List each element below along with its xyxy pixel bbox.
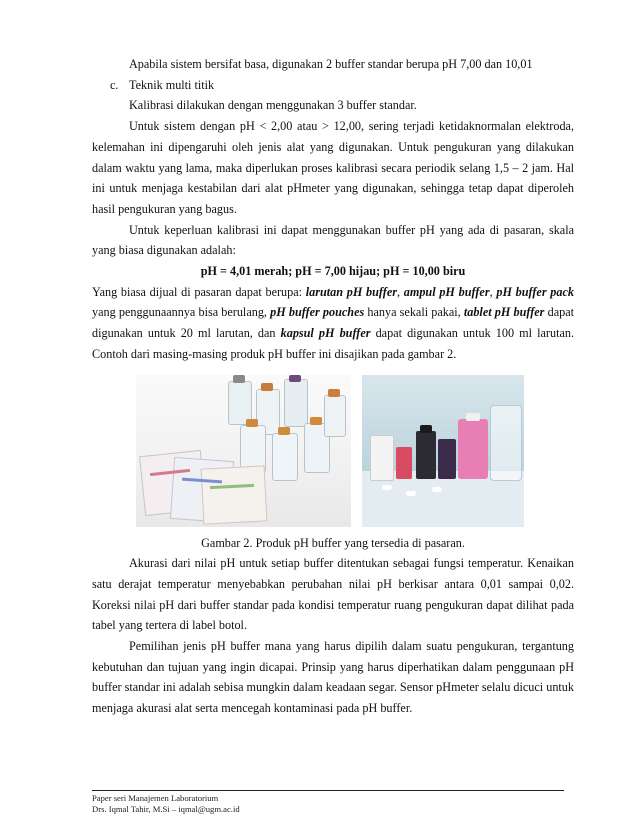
- product-ampul: ampul pH buffer: [403, 284, 490, 299]
- text-run: dapat digunakan untuk 100 ml larutan. Contoh dari masing-masing produk pH buffer ini disajikan pada gambar 2.: [92, 326, 575, 361]
- list-marker: c.: [110, 77, 119, 92]
- paragraph-sistem-ph: Untuk sistem dengan pH < 2,00 atau > 12,00, sering terjadi ketidaknormalan elektroda, kelemahan ini dipengaruhi oleh jenis alat yang digunakan. Untuk pengukuran yang dilakukan dalam waktu yang lama, maka diperlukan proses kalibrasi secara periodik selang 1,5 – 2 jam. Hal ini untuk menjaga kestabilan dari alat pHmeter yang digunakan, sehingga tetap dapat diperoleh hasil pengukuran yang bagus.: [92, 119, 574, 216]
- figure-caption: Gambar 2. Produk pH buffer yang tersedia di pasaran.: [201, 535, 465, 550]
- paragraph-products: [92, 282, 574, 365]
- photo-buffer-bottles-pouches: [136, 375, 351, 527]
- footer-author: Drs. Iqmal Tahir, M.Si – iqmal@ugm.ac.id: [92, 803, 240, 814]
- list-item-label: Teknik multi titik: [129, 77, 215, 92]
- figure-2: [92, 375, 574, 527]
- paragraph-basa: Apabila sistem bersifat basa, digunakan 2 buffer standar berupa pH 7,00 dan 10,01: [129, 57, 533, 71]
- footer-series: Paper seri Manajemen Laboratorium: [92, 793, 219, 803]
- product-tablet: tablet pH buffer: [463, 305, 545, 320]
- text-run: ,: [396, 284, 404, 299]
- list-item-c: [92, 75, 574, 96]
- product-larutan: larutan pH buffer: [305, 284, 397, 299]
- page-footer: [92, 790, 564, 814]
- product-pack: pH buffer pack: [496, 284, 574, 299]
- text-run: hanya sekali pakai,: [364, 305, 464, 320]
- text-run: ,: [489, 284, 497, 299]
- product-kapsul: kapsul pH buffer: [280, 326, 371, 341]
- paragraph-akurasi: Akurasi dari nilai pH untuk setiap buffer ditentukan sebagai fungsi temperatur. Kenaikan satu derajat temperatur menyebabkan perubahan nilai pH berkisar antara 0,01 sampai 0,02. Koreksi nilai pH dari buffer standar pada kondisi temperatur ruang pengukuran dapat dilihat pada tabel yang tertera di label botol.: [92, 556, 574, 633]
- text-run: yang penggunaannya bisa berulang,: [92, 305, 271, 320]
- page-content: [92, 54, 574, 719]
- text-run: dapat digunakan untuk 20 ml larutan, dan: [92, 305, 574, 341]
- photo-buffer-tablets-capsules: [362, 375, 524, 527]
- paragraph-kalibrasi: Kalibrasi dilakukan dengan menggunakan 3 buffer standar.: [129, 98, 417, 113]
- product-pouches: pH buffer pouches: [270, 305, 365, 320]
- paragraph-keperluan: Untuk keperluan kalibrasi ini dapat menggunakan buffer pH yang ada di pasaran, skala yang biasa digunakan adalah:: [92, 222, 574, 258]
- paragraph-pemilihan: Pemilihan jenis pH buffer mana yang harus dipilih dalam suatu pengukuran, tergantung kebutuhan dan tujuan yang ingin dicapai. Prinsip yang harus diperhatikan dalam penggunaan pH buffer standar ini adalah sebisa mungkin dalam keadaan segar. Sensor pHmeter selalu dicuci untuk menjaga akurasi alat serta mencegah kontaminasi pada pH buffer.: [92, 639, 574, 716]
- ph-scale-line: pH = 4,01 merah; pH = 7,00 hijau; pH = 10,00 biru: [200, 264, 466, 279]
- text-run: Yang biasa dijual di pasaran dapat berupa:: [92, 284, 306, 299]
